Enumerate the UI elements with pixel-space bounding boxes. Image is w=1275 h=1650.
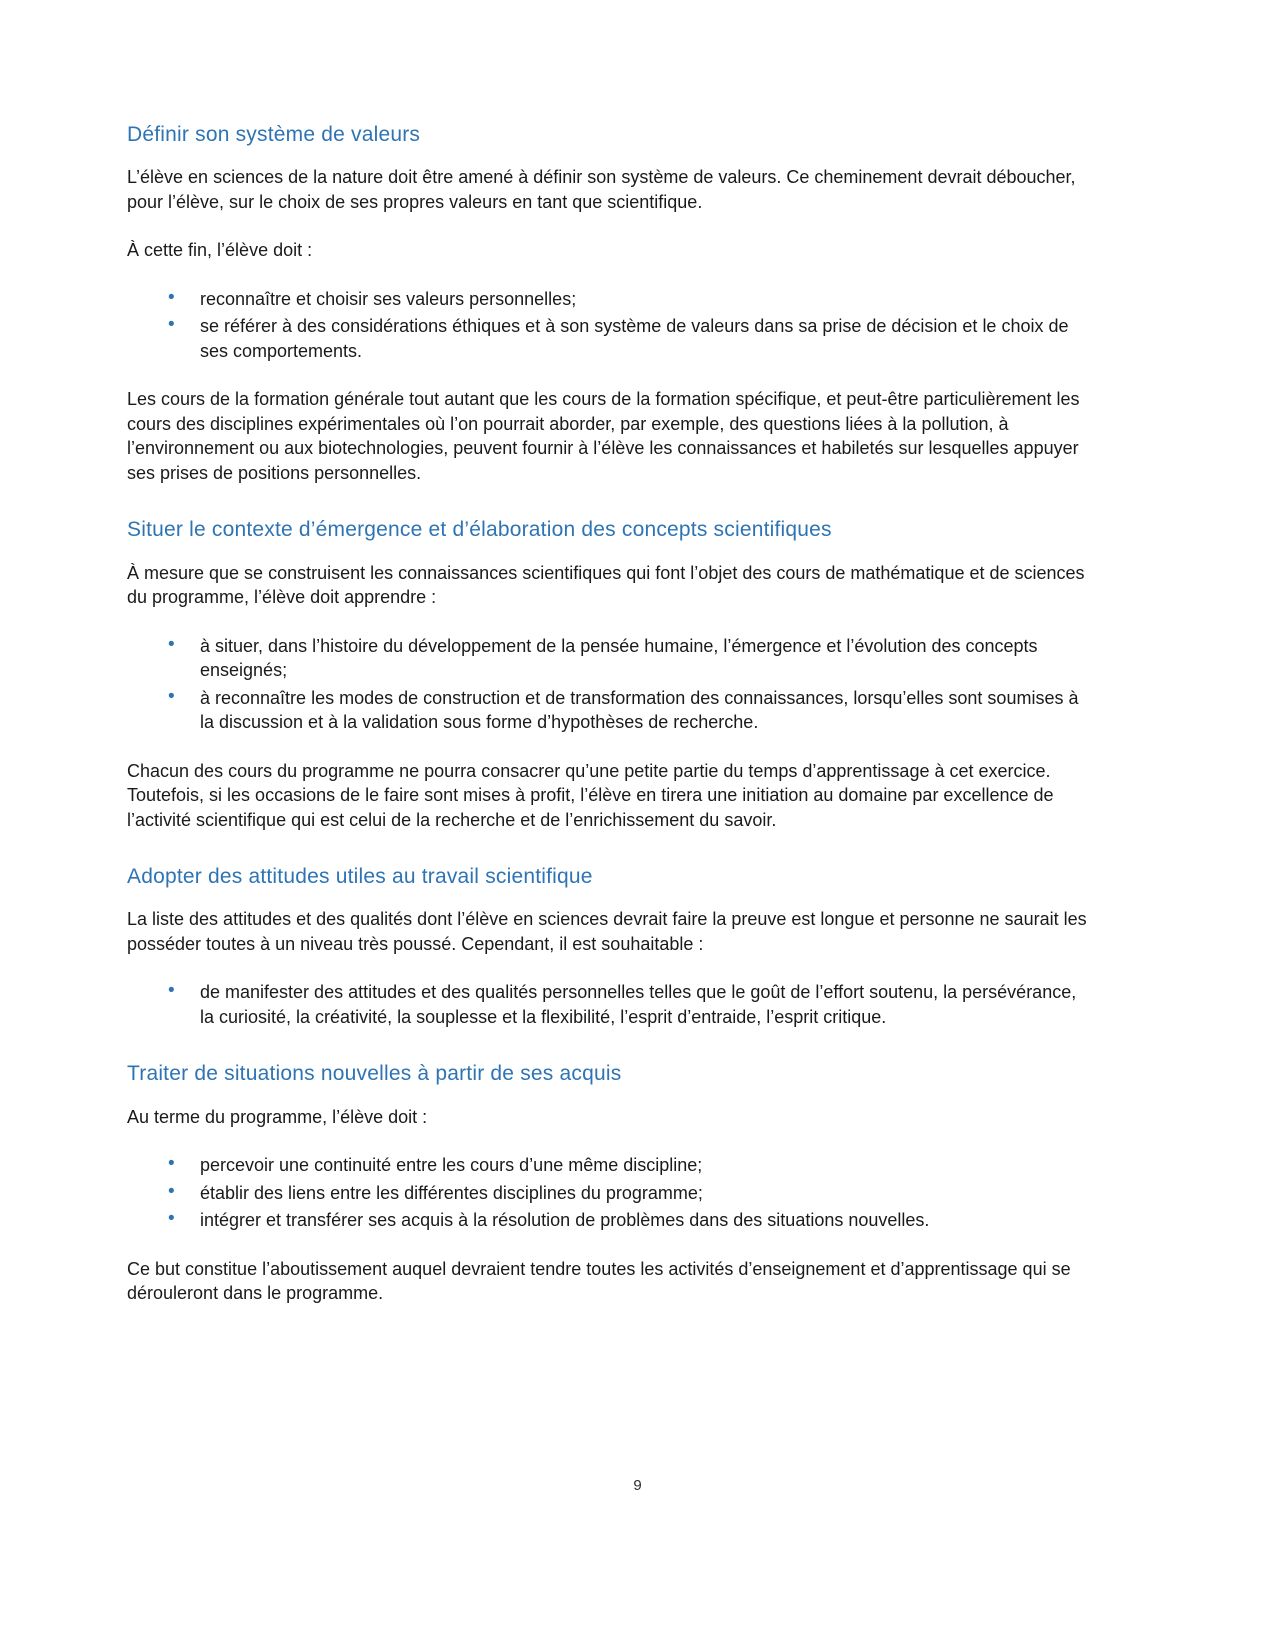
bullet-list xyxy=(127,980,1090,1029)
bullet-list xyxy=(127,1153,1090,1233)
bullet-item: • intégrer et transférer ses acquis à la résolution de problèmes dans des situations nouvelles. xyxy=(168,1208,1090,1233)
paragraph: À mesure que se construisent les connaissances scientifiques qui font l’objet des cours de mathématique et de sciences du programme, l’élève doit apprendre : xyxy=(127,562,1085,608)
bullet-item: • reconnaître et choisir ses valeurs personnelles; xyxy=(168,287,1090,312)
bullet-list xyxy=(127,287,1090,364)
paragraph: À cette fin, l’élève doit : xyxy=(127,240,313,261)
bullet-item: • de manifester des attitudes et des qualités personnelles telles que le goût de l’effort soutenu, la persévérance, la curiosité, la créativité, la souplesse et la flexibilité, l’esprit d’entraide, l’esprit critique. xyxy=(168,980,1090,1029)
paragraph: La liste des attitudes et des qualités dont l’élève en sciences devrait faire la preuve est longue et personne ne saurait les posséder toutes à un niveau très poussé. Cependant, il est souhaitable : xyxy=(127,909,1087,954)
section-heading: Adopter des attitudes utiles au travail scientifique xyxy=(127,865,593,889)
paragraph: Au terme du programme, l’élève doit : xyxy=(127,1106,428,1127)
paragraph: Chacun des cours du programme ne pourra consacrer qu’une petite partie du temps d’apprentissage à cet exercice. Toutefois, si les occasions de le faire sont mises à profit, l’élève en tirera une initiation au domaine par excellence de l’activité scientifique qui est celui de la recherche et de l’enrichissement du savoir. xyxy=(127,760,1054,830)
page-number: 9 xyxy=(633,1477,642,1494)
bullet-list xyxy=(127,634,1090,735)
bullet-item: • à situer, dans l’histoire du développement de la pensée humaine, l’émergence et l’évolution des concepts enseignés; xyxy=(168,634,1090,683)
bullet-item: • se référer à des considérations éthiques et à son système de valeurs dans sa prise de décision et le choix de ses comportements. xyxy=(168,314,1090,363)
section-heading: Situer le contexte d’émergence et d’élaboration des concepts scientifiques xyxy=(127,518,832,542)
paragraph: L’élève en sciences de la nature doit être amené à définir son système de valeurs. Ce cheminement devrait déboucher, pour l’élève, sur le choix de ses propres valeurs en tant que scientifique. xyxy=(127,167,1076,212)
section-heading: Traiter de situations nouvelles à partir de ses acquis xyxy=(127,1062,622,1086)
document-content xyxy=(127,121,1090,1330)
page-footer xyxy=(0,1477,1275,1495)
bullet-item: • percevoir une continuité entre les cours d’une même discipline; xyxy=(168,1153,1090,1178)
paragraph: Ce but constitue l’aboutissement auquel devraient tendre toutes les activités d’enseignement et d’apprentissage qui se dérouleront dans le programme. xyxy=(127,1258,1071,1304)
section-heading: Définir son système de valeurs xyxy=(127,123,421,146)
paragraph: Les cours de la formation générale tout autant que les cours de la formation spécifique, et peut-être particulièrement les cours des disciplines expérimentales où l’on pourrait aborder, par exemple, des questions liées à la pollution, à l’environnement ou aux biotechnologies, peuvent fournir à l’élève les connaissances et habiletés sur lesquelles appuyer ses prises de positions personnelles. xyxy=(127,389,1080,483)
bullet-item: • à reconnaître les modes de construction et de transformation des connaissances, lorsqu’elles sont soumises à la discussion et à la validation sous forme d’hypothèses de recherche. xyxy=(168,686,1090,735)
bullet-item: • établir des liens entre les différentes disciplines du programme; xyxy=(168,1181,1090,1206)
